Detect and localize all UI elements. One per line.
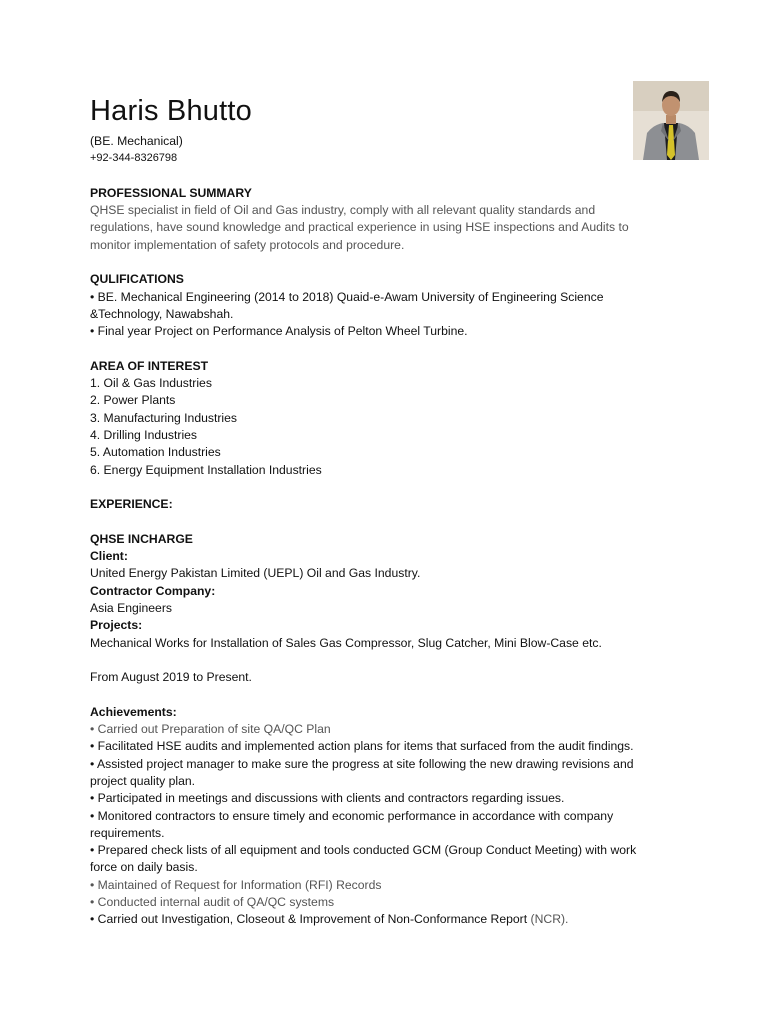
projects-label: Projects:	[90, 618, 143, 633]
achievement-line: • Conducted internal audit of QA/QC systems	[90, 895, 335, 910]
job-role: QHSE INCHARGE	[90, 531, 193, 546]
achievement-text-ncr: (NCR).	[530, 912, 569, 927]
interest-item: 3. Manufacturing Industries	[90, 410, 238, 425]
qualification-line: &Technology, Nawabshah.	[90, 306, 234, 321]
achievement-line: force on daily basis.	[90, 860, 198, 875]
contractor-name: Asia Engineers	[90, 601, 172, 616]
qualification-line: • Final year Project on Performance Analysis of Pelton Wheel Turbine.	[90, 324, 468, 339]
achievement-line: project quality plan.	[90, 773, 196, 788]
summary-line: regulations, have sound knowledge and practical experience in using HSE inspections and Audits to	[90, 220, 629, 235]
experience-heading: EXPERIENCE:	[90, 497, 173, 512]
contractor-label: Contractor Company:	[90, 583, 216, 598]
candidate-name: Haris Bhutto	[90, 95, 252, 127]
degree-text: (BE. Mechanical)	[90, 134, 183, 148]
interest-item: 2. Power Plants	[90, 393, 176, 408]
interest-item: 6. Energy Equipment Installation Industries	[90, 462, 322, 477]
achievement-line: requirements.	[90, 825, 165, 840]
achievement-line: • Facilitated HSE audits and implemented action plans for items that surfaced from the audit findings.	[90, 739, 634, 754]
summary-heading: PROFESSIONAL SUMMARY	[90, 185, 252, 200]
client-label: Client:	[90, 549, 128, 564]
achievement-line: • Prepared check lists of all equipment and tools conducted GCM (Group Conduct Meeting) with work	[90, 843, 637, 858]
achievement-line: • Maintained of Request for Information (RFI) Records	[90, 877, 382, 892]
phone-text: +92-344-8326798	[90, 152, 178, 165]
employment-period: From August 2019 to Present.	[90, 670, 252, 685]
client-name: United Energy Pakistan Limited (UEPL) Oil and Gas Industry.	[90, 566, 421, 581]
qualification-line: • BE. Mechanical Engineering (2014 to 2018) Quaid-e-Awam University of Engineering Science	[90, 289, 604, 304]
achievement-line: • Participated in meetings and discussions with clients and contractors regarding issues.	[90, 791, 565, 806]
interests-heading: AREA OF INTEREST	[90, 358, 209, 373]
achievement-line: • Assisted project manager to make sure the progress at site following the new drawing revisions and	[90, 756, 634, 771]
achievement-line	[90, 911, 680, 928]
projects-text: Mechanical Works for Installation of Sales Gas Compressor, Slug Catcher, Mini Blow-Case etc.	[90, 635, 602, 650]
achievement-line: • Monitored contractors to ensure timely and economic performance in accordance with company	[90, 808, 614, 823]
achievement-line: • Carried out Preparation of site QA/QC Plan	[90, 722, 331, 737]
interest-item: 1. Oil & Gas Industries	[90, 376, 212, 391]
achievements-heading: Achievements:	[90, 704, 177, 719]
qualifications-heading: QULIFICATIONS	[90, 272, 184, 287]
summary-line: monitor implementation of safety protocols and procedure.	[90, 237, 405, 252]
interest-item: 5. Automation Industries	[90, 445, 221, 460]
resume-content	[90, 133, 680, 929]
achievement-text: • Carried out Investigation, Closeout & Improvement of Non-Conformance Report	[90, 912, 531, 927]
interest-item: 4. Drilling Industries	[90, 428, 198, 443]
summary-line: QHSE specialist in field of Oil and Gas industry, comply with all relevant quality standards and	[90, 203, 596, 218]
